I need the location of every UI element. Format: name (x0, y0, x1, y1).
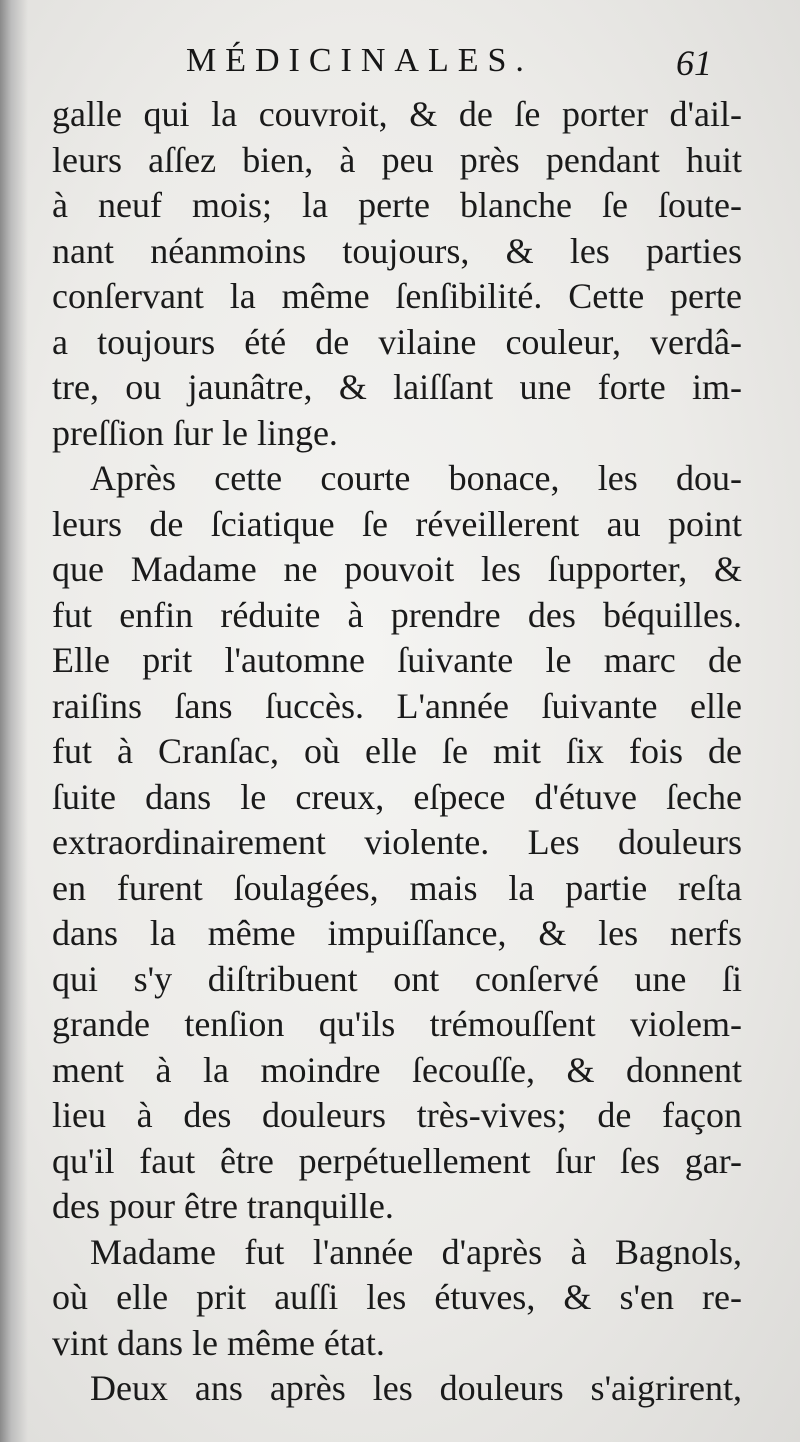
text-line: Madame fut l'année d'après à Bagnols, (90, 1231, 742, 1272)
text-line: vint dans le même état. (52, 1322, 385, 1363)
gutter-shadow (0, 0, 28, 1442)
text-line: ſuite dans le creux, eſpece d'étuve ſeche (52, 776, 742, 817)
text-line: nant néanmoins toujours, & les parties (52, 230, 742, 271)
text-line: extraordinairement violente. Les douleurs (52, 822, 742, 862)
page-number: 61 (676, 43, 712, 83)
text-line: lieu à des douleurs très-vives; de façon (52, 1095, 742, 1135)
text-line: Elle prit l'automne ſuivante le marc de (52, 640, 742, 680)
text-line: conſervant la même ſenſibilité. Cette perte (52, 276, 742, 316)
text-line: Après cette courte bonace, les dou- (90, 458, 742, 498)
text-line: en furent ſoulagées, mais la partie reſta (52, 867, 742, 908)
text-line: dans la même impuiſſance, & les nerfs (52, 913, 742, 953)
body-text (52, 92, 742, 1412)
text-line: Deux ans après les douleurs s'aigrirent, (90, 1368, 742, 1408)
text-line: des pour être tranquille. (52, 1186, 394, 1226)
text-line: grande tenſion qu'ils trémouſſent violem- (52, 1004, 742, 1044)
text-line: leurs de ſciatique ſe réveillerent au point (52, 503, 742, 544)
text-line: qui s'y diſtribuent ont conſervé une ſi (52, 958, 742, 999)
text-line: tre, ou jaunâtre, & laiſſant une forte im- (52, 367, 742, 407)
text-line: qu'il faut être perpétuellement ſur ſes gar- (52, 1140, 742, 1181)
text-line: où elle prit auſſi les étuves, & s'en re- (52, 1277, 742, 1317)
text-line: que Madame ne pouvoit les ſupporter, & (52, 549, 742, 589)
text-line: preſſion ſur le linge. (52, 412, 338, 453)
running-head (0, 42, 800, 92)
text-line: a toujours été de vilaine couleur, verdâ- (52, 321, 742, 362)
text-line: à neuf mois; la perte blanche ſe ſoute- (52, 185, 742, 225)
text-line: fut enfin réduite à prendre des béquilles. (52, 594, 742, 635)
text-line: leurs aſſez bien, à peu près pendant huit (52, 139, 742, 180)
text-line: raiſins ſans ſuccès. L'année ſuivante elle (52, 685, 742, 726)
text-line: galle qui la couvroit, & de ſe porter d'ail- (52, 94, 742, 134)
text-line: fut à Cranſac, où elle ſe mit ſix fois de (52, 731, 742, 771)
running-head-title: MÉDICINALES. (186, 42, 533, 79)
text-line: ment à la moindre ſecouſſe, & donnent (52, 1049, 742, 1090)
